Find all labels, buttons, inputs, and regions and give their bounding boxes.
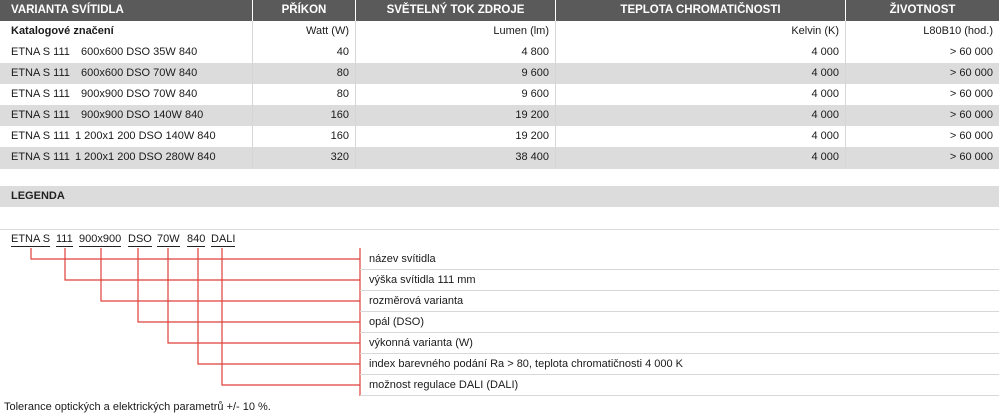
row-variant: 600x600 DSO 35W 840 — [81, 46, 198, 58]
row-flux: 19 200 — [355, 105, 555, 126]
row-variant: 600x600 DSO 70W 840 — [81, 67, 198, 79]
unit-kelvin: Kelvin (K) — [555, 21, 845, 42]
header-lifetime: ŽIVOTNOST — [845, 0, 999, 21]
legend-desc: index barevného podání Ra > 80, teplota chromatičnosti 4 000 K — [369, 358, 684, 370]
row-temp: 4 000 — [555, 105, 845, 126]
divider — [360, 311, 999, 312]
row-power: 160 — [252, 105, 355, 126]
row-power: 80 — [252, 63, 355, 84]
code-part-name: ETNA S — [11, 233, 51, 245]
connector-power — [168, 248, 360, 343]
connector-name — [31, 248, 360, 259]
divider — [360, 374, 999, 375]
legend-desc: výška svítidla 111 mm — [369, 274, 476, 286]
row-flux: 4 800 — [355, 42, 555, 63]
divider — [360, 290, 999, 291]
row-power: 80 — [252, 84, 355, 105]
legend-desc: možnost regulace DALI (DALI) — [369, 379, 519, 391]
row-flux: 38 400 — [355, 147, 555, 168]
legend-desc: rozměrová varianta — [369, 295, 464, 307]
row-temp: 4 000 — [555, 84, 845, 105]
row-temp: 4 000 — [555, 126, 845, 147]
row-power: 40 — [252, 42, 355, 63]
row-power: 320 — [252, 147, 355, 168]
row-life: > 60 000 — [845, 63, 999, 84]
row-flux: 9 600 — [355, 63, 555, 84]
row-flux: 19 200 — [355, 126, 555, 147]
row-name: ETNA S 111 — [11, 130, 70, 142]
header-temperature: TEPLOTA CHROMATIČNOSTI — [555, 0, 845, 21]
code-part-dali: DALI — [211, 233, 236, 245]
row-power: 160 — [252, 126, 355, 147]
legend-desc: název svítidla — [369, 253, 436, 265]
code-part-power: 70W — [157, 233, 180, 245]
row-temp: 4 000 — [555, 63, 845, 84]
connector-height — [65, 248, 360, 280]
row-variant: 1 200x1 200 DSO 140W 840 — [75, 130, 216, 142]
row-life: > 60 000 — [845, 105, 999, 126]
row-name: ETNA S 111 — [11, 67, 70, 79]
row-life: > 60 000 — [845, 147, 999, 168]
unit-watt: Watt (W) — [252, 21, 355, 42]
row-flux: 9 600 — [355, 84, 555, 105]
row-variant: 900x900 DSO 140W 840 — [81, 109, 204, 121]
connector-size — [101, 248, 360, 301]
row-variant: 1 200x1 200 DSO 280W 840 — [75, 151, 216, 163]
row-name: ETNA S 111 — [11, 151, 70, 163]
header-power: PŘÍKON — [252, 0, 355, 21]
unit-catalog: Katalogové značení — [11, 25, 114, 37]
legend-desc: opál (DSO) — [369, 316, 425, 328]
header-variant: VARIANTA SVÍTIDLA — [11, 4, 124, 16]
row-variant: 900x900 DSO 70W 840 — [81, 88, 198, 100]
divider — [360, 269, 999, 270]
code-part-height: 111 — [56, 233, 73, 245]
row-name: ETNA S 111 — [11, 46, 70, 58]
tolerance-note: Tolerance optických a elektrických parametrů +/- 10 %. — [4, 401, 271, 413]
unit-lumen: Lumen (lm) — [355, 21, 555, 42]
divider — [360, 353, 999, 354]
unit-lifetime: L80B10 (hod.) — [845, 21, 999, 42]
code-part-cri: 840 — [187, 233, 206, 245]
divider — [360, 332, 999, 333]
row-temp: 4 000 — [555, 147, 845, 168]
row-name: ETNA S 111 — [11, 88, 70, 100]
legend-title: LEGENDA — [11, 190, 65, 202]
row-temp: 4 000 — [555, 42, 845, 63]
code-part-opal: DSO — [128, 233, 152, 245]
row-life: > 60 000 — [845, 42, 999, 63]
header-flux: SVĚTELNÝ TOK ZDROJE — [355, 0, 555, 21]
divider — [360, 395, 999, 396]
row-life: > 60 000 — [845, 126, 999, 147]
row-life: > 60 000 — [845, 84, 999, 105]
legend-desc: výkonná varianta (W) — [369, 337, 473, 349]
code-part-size: 900x900 — [79, 233, 122, 245]
row-name: ETNA S 111 — [11, 109, 70, 121]
